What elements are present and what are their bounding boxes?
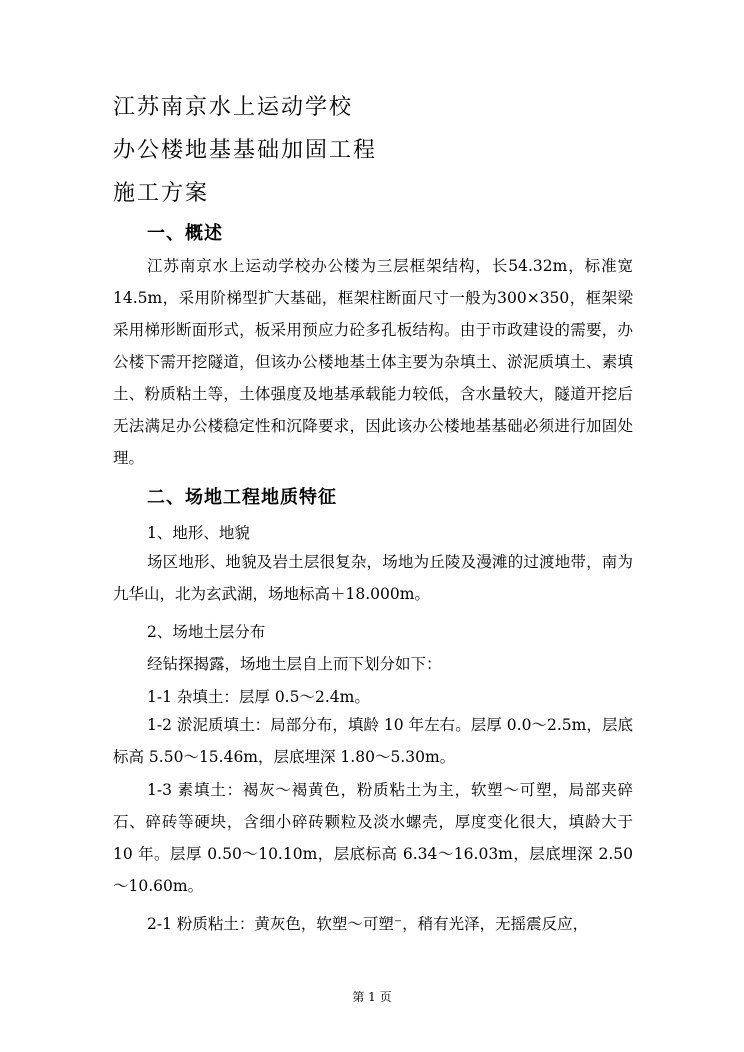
- subsection-1-paragraph: 场区地形、地貌及岩土层很复杂，场地为丘陵及漫滩的过渡地带，南为九华山，北为玄武湖，场地标高＋18.000m。: [113, 553, 633, 603]
- layer-1-2: 1-2 淤泥质填土：局部分布，填龄 10 年左右。层厚 0.0～2.5m，层底标高 5.50～15.46m，层底埋深 1.80～5.30m。: [113, 716, 633, 766]
- layer-2-1: 2-1 粉质粘土：黄灰色，软塑～可塑⁻，稍有光泽，无摇震反应，: [147, 915, 589, 933]
- subsection-1-title: 1、地形、地貌: [147, 524, 250, 542]
- section-1-paragraph: 江苏南京水上运动学校办公楼为三层框架结构，长54.32m，标准宽14.5m，采用阶梯型扩大基础，框架柱断面尺寸一般为300×350，框架梁采用梯形断面形式，板采用预应力砼多孔板结构。由于市政建设的需要，办公楼下需开挖隧道，但该办公楼地基土体主要为杂填土、淤泥质填土、素填土、粉质粘土等，土体强度及地基承载能力较低，含水量较大，隧道开挖后无法满足办公楼稳定性和沉降要求，因此该办公楼地基基础必须进行加固处理。: [113, 257, 633, 467]
- page-number: 第 1 页: [352, 990, 392, 1004]
- subsection-2-title: 2、场地土层分布: [147, 623, 266, 641]
- section-2-heading: 二、场地工程地质特征: [147, 487, 337, 508]
- section-1-heading: 一、概述: [147, 223, 223, 244]
- subsection-2-intro: 经钻探揭露，场地土层自上而下划分如下：: [147, 655, 442, 673]
- layer-1-1: 1-1 杂填土：层厚 0.5～2.4m。: [147, 688, 370, 706]
- title-line-1: 江苏南京水上运动学校: [113, 95, 354, 120]
- title-line-3: 施工方案: [113, 181, 210, 206]
- layer-1-3: 1-3 素填土：褐灰～褐黄色，粉质粘土为主，软塑～可塑，局部夹碎石、碎砖等硬块，含细小碎砖颗粒及淡水螺壳，厚度变化很大，填龄大于 10 年。层厚 0.50～10.10m，层底标高 6.34～16.03m，层底埋深 2.50～10.60m。: [113, 781, 633, 895]
- title-line-2: 办公楼地基基础加固工程: [113, 138, 378, 163]
